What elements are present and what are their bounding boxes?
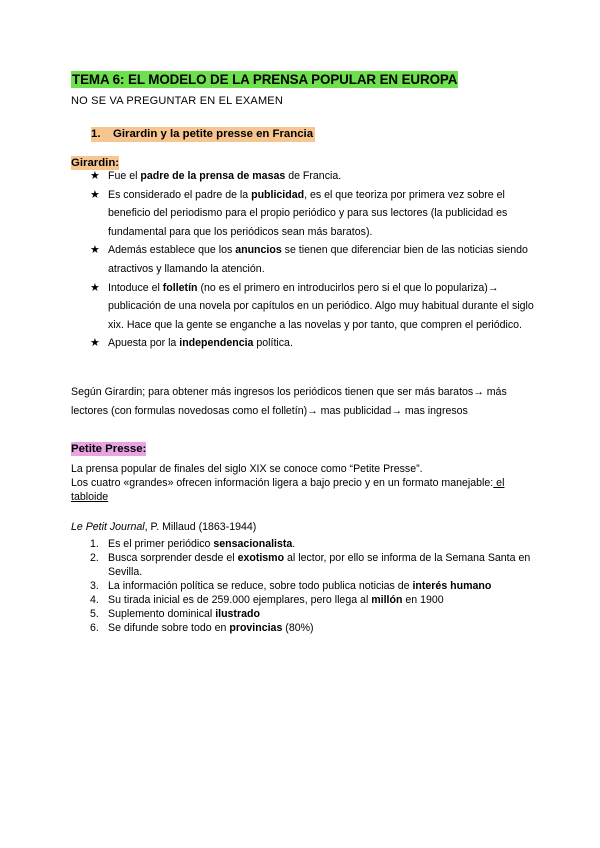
list-item	[90, 167, 545, 186]
star-icon: ★	[90, 281, 100, 294]
girardin-summary: Según Girardin; para obtener más ingresos los periódicos tienen que ser más baratos→ más lectores (con formulas novedosas como el folletín)→ mas publicidad→ mas ingresos	[71, 386, 507, 417]
item-text: Se difunde sobre todo en	[108, 622, 230, 634]
star-icon: ★	[90, 170, 100, 182]
item-text: Su tirada inicial es de 259.000 ejemplares, pero llega al	[108, 594, 372, 606]
petite-presse-line2	[71, 476, 541, 504]
item-text: al lector, por ello se informa de la Semana Santa en Sevilla.	[108, 552, 531, 578]
bullet-text: , es el que teoriza por primera vez sobre el beneficio del periodismo para el propio periódico y para sus lectores (la publicidad es fundamental para que los periódicos sean más baratos).	[108, 188, 508, 238]
bullet-bold: folletín	[162, 281, 198, 294]
list-item	[90, 621, 545, 635]
list-item	[90, 537, 545, 551]
star-icon: ★	[90, 188, 100, 201]
bullet-bold: publicidad	[251, 188, 305, 201]
item-text: (80%)	[282, 622, 314, 634]
bullet-text: Apuesta por la	[108, 337, 180, 350]
bullet-text: Además establece que los	[108, 244, 236, 257]
list-item	[90, 593, 545, 607]
journal-details: , P. Millaud (1863-1944)	[144, 521, 257, 533]
bullet-bold: independencia	[179, 337, 254, 350]
item-bold: provincias	[229, 622, 283, 634]
bullet-text: Intoduce el	[108, 281, 163, 294]
petite-presse-label-text: Petite Presse:	[71, 443, 147, 455]
item-number: 2.	[90, 552, 99, 564]
bullet-text: política.	[253, 337, 293, 350]
item-number: 4.	[90, 594, 99, 606]
section-heading-girardin	[91, 127, 315, 142]
list-item	[90, 579, 545, 593]
section-number: 1.	[91, 128, 101, 140]
bullet-bold: padre de la prensa de masas	[140, 170, 286, 182]
bullet-text: Fue el	[108, 170, 141, 182]
item-number: 5.	[90, 608, 99, 620]
item-number: 3.	[90, 580, 99, 592]
bullet-text: se tienen que diferenciar bien de las noticias siendo atractivos y llamando la atención.	[108, 244, 528, 275]
list-item	[90, 551, 545, 579]
list-item	[90, 607, 545, 621]
list-item	[90, 241, 545, 278]
line2-underlined: el tabloide	[71, 477, 505, 503]
petit-journal-heading	[71, 520, 541, 534]
bullet-text: Es considerado el padre de la	[108, 188, 252, 201]
girardin-bullet-list	[90, 167, 545, 353]
star-icon: ★	[90, 244, 100, 257]
item-number: 1.	[90, 538, 99, 550]
item-number: 6.	[90, 622, 99, 634]
item-text: Suplemento dominical	[108, 608, 216, 620]
document-title: TEMA 6: EL MODELO DE LA PRENSA POPULAR EN EUROPA	[72, 72, 458, 87]
list-item	[90, 279, 545, 335]
item-text: en 1900	[402, 594, 444, 606]
petite-presse-line1: La prensa popular de finales del siglo XIX se conoce como “Petite Presse”.	[71, 463, 423, 475]
girardin-label-text: Girardin:	[71, 157, 120, 169]
petite-presse-label	[71, 443, 146, 455]
list-item	[90, 334, 545, 353]
line2-text: Los cuatro «grandes» ofrecen información ligera a bajo precio y en un formato manejable:	[71, 477, 494, 489]
item-bold: sensacionalista	[213, 538, 293, 550]
star-icon: ★	[90, 337, 100, 350]
item-text: Es el primer periódico	[108, 538, 214, 550]
item-text: .	[292, 538, 296, 550]
bullet-text: (no es el primero en introducirlos pero si el que lo populariza)→ publicación de una novela por capítulos en un periódico. Algo muy habitual durante el siglo xix. Hace que la gente se enganche a las novelas y por tanto, que compren el periódico.	[108, 281, 534, 331]
bullet-text: de Francia.	[285, 170, 342, 182]
petit-journal-list	[90, 537, 545, 635]
petite-presse-paragraph	[71, 462, 541, 504]
section-heading-label: Girardin y la petite presse en Francia	[113, 128, 314, 140]
item-bold: millón	[371, 594, 403, 606]
bullet-bold: anuncios	[235, 244, 282, 257]
document-subtitle: NO SE VA PREGUNTAR EN EL EXAMEN	[71, 95, 283, 107]
list-item	[90, 186, 545, 242]
item-bold: interés humano	[412, 580, 492, 592]
item-text: La información política se reduce, sobre todo publica noticias de	[108, 580, 413, 592]
journal-name: Le Petit Journal	[71, 521, 145, 533]
item-bold: ilustrado	[215, 608, 260, 620]
item-text: Busca sorprender desde el	[108, 552, 238, 564]
item-bold: exotismo	[237, 552, 285, 564]
